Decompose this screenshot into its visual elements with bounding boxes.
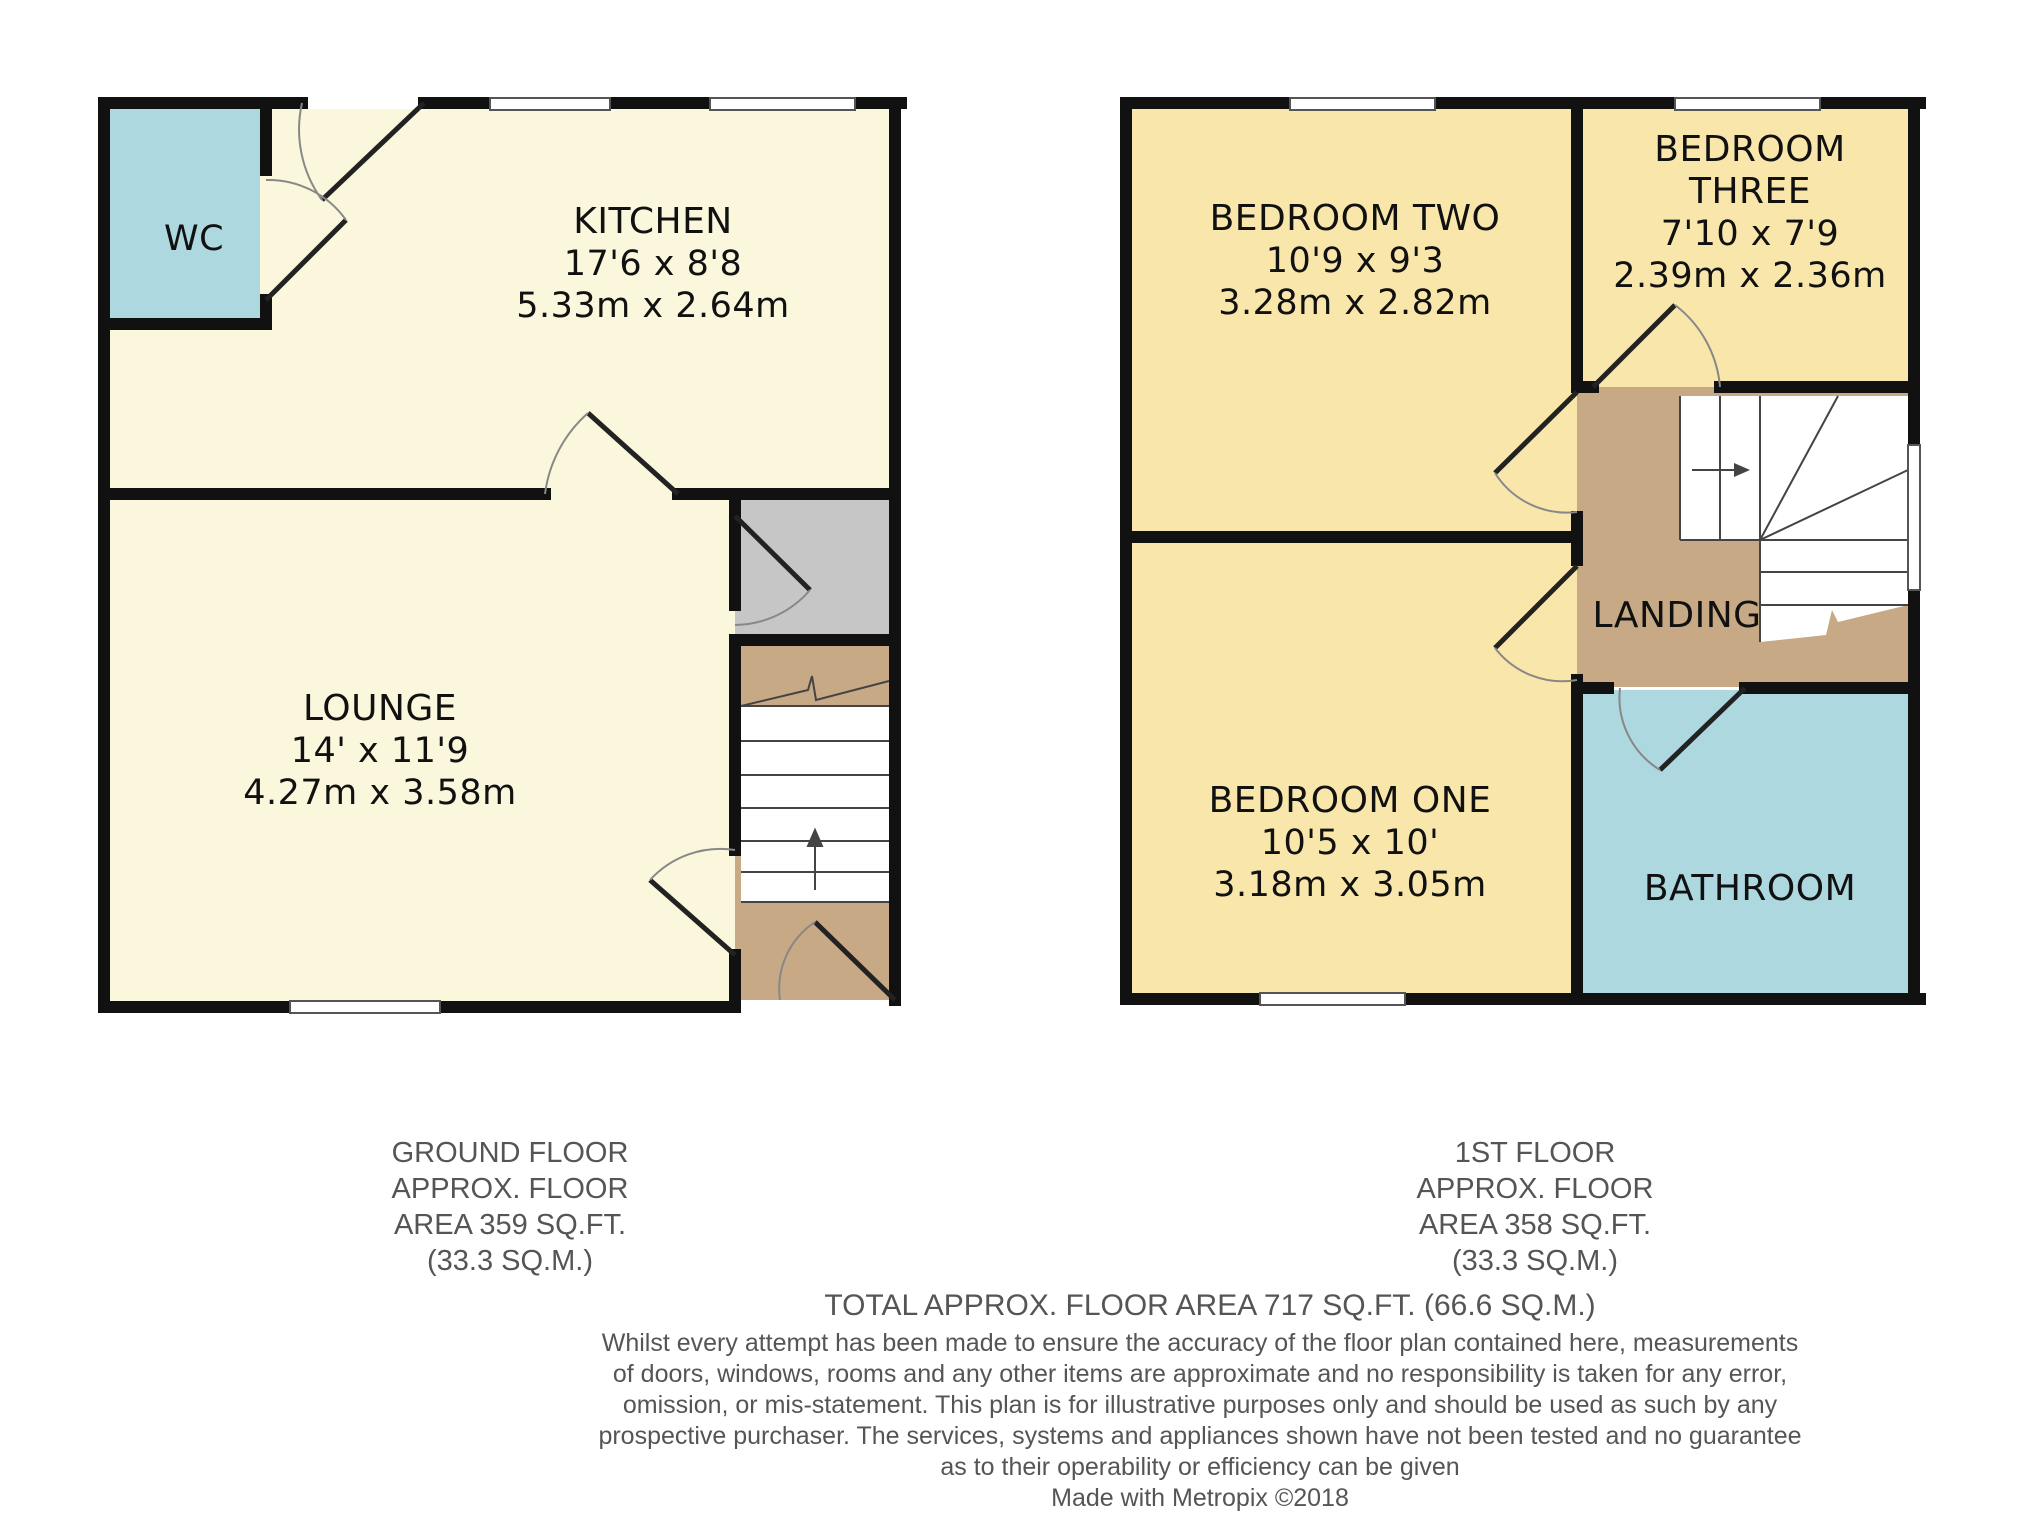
first-floor-caption-line4: (33.3 SQ.M.) bbox=[1452, 1245, 1618, 1277]
bedroom-one-label: BEDROOM ONE bbox=[1208, 780, 1492, 821]
disclaimer-line2: of doors, windows, rooms and any other items are approximate and no responsibility is taken for any error, bbox=[612, 1360, 1788, 1388]
disclaimer-line3: omission, or mis-statement. This plan is for illustrative purposes only and should be used as such by any bbox=[622, 1391, 1778, 1419]
lounge-label: LOUNGE bbox=[302, 688, 458, 729]
ground-floor-caption-line4: (33.3 SQ.M.) bbox=[427, 1245, 593, 1277]
ground-floor-caption-line1: GROUND FLOOR bbox=[391, 1137, 629, 1169]
bedroom-two-area bbox=[1132, 109, 1577, 537]
kitchen-label: KITCHEN bbox=[573, 201, 733, 242]
bedroom-three-metric: 2.39m x 2.36m bbox=[1613, 256, 1887, 296]
bedroom-one-imperial: 10'5 x 10' bbox=[1260, 823, 1440, 863]
bedroom-one-metric: 3.18m x 3.05m bbox=[1213, 865, 1487, 905]
ground-floor-caption-line2: APPROX. FLOOR bbox=[391, 1173, 629, 1205]
wc-area bbox=[110, 109, 260, 324]
ground-floor-plan bbox=[104, 98, 901, 1013]
lounge-imperial: 14' x 11'9 bbox=[290, 731, 470, 771]
disclaimer-line1: Whilst every attempt has been made to ensure the accuracy of the floor plan contained here, measurements bbox=[601, 1329, 1799, 1357]
bedroom-three-label-2: THREE bbox=[1688, 171, 1812, 212]
first-floor-plan bbox=[1126, 98, 1920, 1005]
disclaimer-line4: prospective purchaser. The services, systems and appliances shown have not been tested and no guarantee bbox=[598, 1422, 1802, 1450]
bedroom-three-imperial: 7'10 x 7'9 bbox=[1660, 214, 1840, 254]
kitchen-metric: 5.33m x 2.64m bbox=[516, 286, 790, 326]
first-floor-caption-line1: 1ST FLOOR bbox=[1454, 1137, 1616, 1169]
landing-label: LANDING bbox=[1592, 595, 1762, 636]
lounge-metric: 4.27m x 3.58m bbox=[243, 773, 517, 813]
metropix-credit: Made with Metropix ©2018 bbox=[1051, 1484, 1349, 1512]
first-floor-caption-line3: AREA 358 SQ.FT. bbox=[1418, 1209, 1652, 1241]
total-floor-area: TOTAL APPROX. FLOOR AREA 717 SQ.FT. (66.6 SQ.M.) bbox=[824, 1289, 1596, 1322]
cupboard-area bbox=[735, 498, 895, 638]
bedroom-two-metric: 3.28m x 2.82m bbox=[1218, 283, 1492, 323]
bedroom-one-area bbox=[1132, 543, 1577, 993]
disclaimer bbox=[500, 1328, 1900, 1514]
kitchen-imperial: 17'6 x 8'8 bbox=[563, 244, 743, 284]
disclaimer-line5: as to their operability or efficiency can be given bbox=[940, 1453, 1460, 1481]
bathroom-area bbox=[1583, 690, 1914, 993]
bedroom-three-label-1: BEDROOM bbox=[1654, 129, 1846, 170]
first-floor-caption-line2: APPROX. FLOOR bbox=[1416, 1173, 1654, 1205]
ground-floor-caption-line3: AREA 359 SQ.FT. bbox=[393, 1209, 627, 1241]
ground-floor-caption bbox=[330, 1135, 690, 1279]
first-floor-caption bbox=[1355, 1135, 1715, 1279]
bathroom-label: BATHROOM bbox=[1643, 868, 1857, 909]
wc-label: WC bbox=[163, 219, 225, 259]
bedroom-two-imperial: 10'9 x 9'3 bbox=[1265, 241, 1445, 281]
bedroom-two-label: BEDROOM TWO bbox=[1209, 198, 1501, 239]
